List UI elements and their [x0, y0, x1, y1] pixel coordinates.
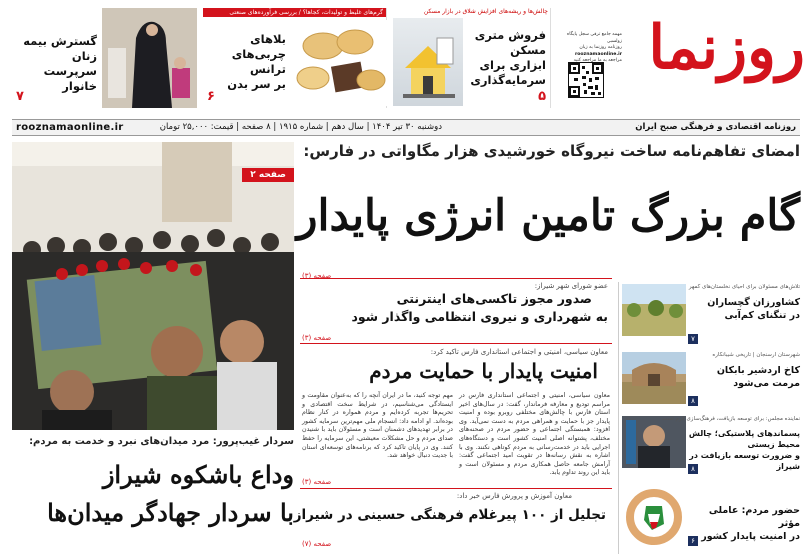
slogan-website[interactable]: rooznamaonline.ir: [574, 51, 622, 57]
teaser-image: [393, 18, 463, 106]
story-page-ref[interactable]: صفحه (۳): [302, 478, 332, 486]
sidebar-sup: شهرستان ارسنجان | تاریخی شیبانکاره: [712, 352, 800, 358]
photo-story-kicker: سردار غیب‌پرور: مرد میدان‌های نبرد و خدمت به مردم:: [29, 436, 294, 447]
sidebar-headline: کشاورزان گچساران در تنگنای کم‌آبی: [707, 297, 800, 321]
lead-page-ref[interactable]: صفحه (۳): [302, 272, 332, 280]
story-page-ref[interactable]: صفحه (۷): [302, 540, 332, 548]
sidebar-thumb: [622, 284, 686, 336]
sidebar-headline: پسماندهای پلاستیکی؛ چالش محیط زیستی و ضرورت توسعه بازیافت در شیراز: [688, 429, 800, 471]
sidebar-sup: تلاش‌های مسئولان برای احیای نخلستان‌های کمهر: [688, 284, 800, 290]
story-security-body-right: معاون سیاسی، امنیتی و اجتماعی استانداری فارس در مراسم تودیع و معارفه فرماندار، گفت: در سال‌های اخیر استان فارس با چالش‌های مختلفی روبرو بوده و امنیت پایدار جز با حمایت و همراهی مردم به دست نمی‌آید. وی افزود: همبستگی اجتماعی و حضور مردم در صحنه‌های مختلف، پشتوانه اصلی امنیت کشور است و دستگاه‌های اجرایی باید در خدمت‌رسانی به مردم کوتاهی نکنند. وی با اشاره به نقش رسانه‌ها در تقویت امید اجتماعی گفت: آرامش جامعه حاصل همکاری مردم و مسئولان است و باید این روند تداوم یابد.: [459, 392, 610, 477]
story-taxis[interactable]: [300, 282, 612, 342]
story-sup: معاون سیاسی، امنیتی و اجتماعی استانداری فارس تاکید کرد:: [430, 348, 608, 356]
sidebar-thumb: [622, 416, 686, 468]
story-page-ref[interactable]: صفحه (۳): [302, 334, 332, 342]
teaser-trans-fats[interactable]: [203, 8, 387, 108]
qr-code-icon: [569, 63, 603, 97]
teaser-page-number: ۷: [16, 89, 24, 104]
slogan-line: روزنامه روزنما به زبان: [579, 45, 622, 50]
story-headline: تجلیل از ۱۰۰ پیرغلام فرهنگی حسینی در شیراز: [293, 507, 606, 523]
qr-code: [568, 62, 604, 98]
website-link[interactable]: rooznamaonline.ir: [16, 122, 124, 133]
story-security-body-left: مهم توجه کنید، ما در ایران آنچه را که به‌عنوان مقاومت و ایستادگی می‌شناسیم، در شرایط سخت اقتصادی و تحریم‌ها تجربه کرده‌ایم و مردم همواره در کنار نظام بوده‌اند. او ادامه داد: انسجام ملی مهم‌ترین سرمایه کشور در برابر تهدیدهای دشمنان است و مسئولان باید با شنیدن صدای مردم و حل مشکلات معیشتی، این سرمایه را حفظ کنند. وی در پایان تاکید کرد که برنامه‌های توسعه‌ای استان با جدیت دنبال خواهد شد.: [302, 392, 453, 460]
sidebar-item-farmers[interactable]: [622, 284, 800, 348]
page-badge[interactable]: صفحه ۲: [242, 168, 294, 182]
story-security[interactable]: [300, 348, 612, 390]
teaser-headline: بلاهای چربی‌های ترانس بر سر بدن: [227, 32, 286, 91]
sidebar-page: ۸: [688, 464, 698, 474]
dateline-bar: [12, 119, 800, 136]
sidebar-sup: نماینده مجلس: برای توسعه بازیافت، فرهنگ‌سازی لازم است: [662, 416, 800, 422]
story-headline: به شهرداری و نیروی انتظامی واگذار شود: [351, 309, 608, 324]
teaser-sup: چالش‌ها و ریشه‌های افزایش شلاق در بازار مسکن: [423, 8, 548, 15]
sidebar-headline: حضور مردم: عاملی مؤثر در امنیت پایدار کشور: [701, 505, 800, 542]
teaser-insurance[interactable]: [12, 8, 197, 108]
issue-info: دوشنبه ۳۰ تیر ۱۴۰۴ | سال دهم | شماره ۱۹۱۵ | ۸ صفحه | قیمت: ۲۵,۰۰۰ تومان: [159, 122, 442, 132]
masthead: [560, 4, 805, 116]
teaser-sup: گرم‌های غلیظ و تولیدات، کجاها؟ / بررسی فرآورده‌های صنعتی: [203, 8, 386, 17]
sidebar-thumb: [622, 484, 686, 550]
teaser-image: [102, 8, 197, 108]
lead-kicker: امضای تفاهم‌نامه ساخت نیروگاه خورشیدی هزار مگاواتی در فارس:: [303, 142, 800, 160]
photo-story-headline[interactable]: [12, 456, 294, 532]
sidebar-item-people[interactable]: [622, 484, 800, 554]
teaser-headline: فروش متری مسکن ابزاری برای سرمایه‌گذاری: [470, 28, 546, 87]
teaser-page-number: ۶: [207, 89, 215, 104]
headline-line: با سردار جهادگر میدان‌ها: [47, 498, 294, 527]
sidebar: [618, 282, 619, 554]
headline-line: وداع باشکوه شیراز: [102, 460, 294, 489]
lead-headline[interactable]: گام بزرگ تامین انرژی پایدار: [296, 191, 800, 241]
teaser-image: [293, 20, 387, 106]
story-sup: معاون آموزش و پرورش فارس خبر داد:: [456, 492, 572, 500]
masthead-logo[interactable]: روزنما: [648, 13, 805, 83]
photo-story[interactable]: [12, 142, 294, 554]
slogan-line: مراجعه به ما مراجعه کنید: [573, 58, 622, 63]
story-headline: صدور مجوز تاکسی‌های اینترنتی: [396, 291, 592, 306]
sidebar-page: ۶: [688, 536, 698, 546]
teaser-page-number: ۵: [538, 89, 546, 104]
story-sup: عضو شورای شهر شیراز:: [534, 282, 608, 290]
story-headline: امنیت پایدار با حمایت مردم: [369, 359, 598, 383]
paper-tagline: روزنامه اقتصادی و فرهنگی صبح ایران: [635, 122, 796, 132]
slogan-line: مهمه جامع ترقی سجل پایگاه زولسبی: [566, 32, 622, 44]
teaser-headline: گسترش بیمه زنان سرپرست خانوار: [23, 34, 97, 93]
sidebar-item-palace[interactable]: [622, 352, 800, 412]
sidebar-page: ۸: [688, 396, 698, 406]
story-celebration[interactable]: [293, 492, 612, 554]
sidebar-thumb: [622, 352, 686, 404]
sidebar-page: ۷: [688, 334, 698, 344]
sidebar-headline: کاخ اردشیر بابکان مرمت می‌شود: [716, 365, 800, 389]
sidebar-item-plastic[interactable]: [622, 416, 800, 478]
funeral-photo: [12, 142, 294, 430]
teaser-housing[interactable]: [393, 8, 551, 108]
